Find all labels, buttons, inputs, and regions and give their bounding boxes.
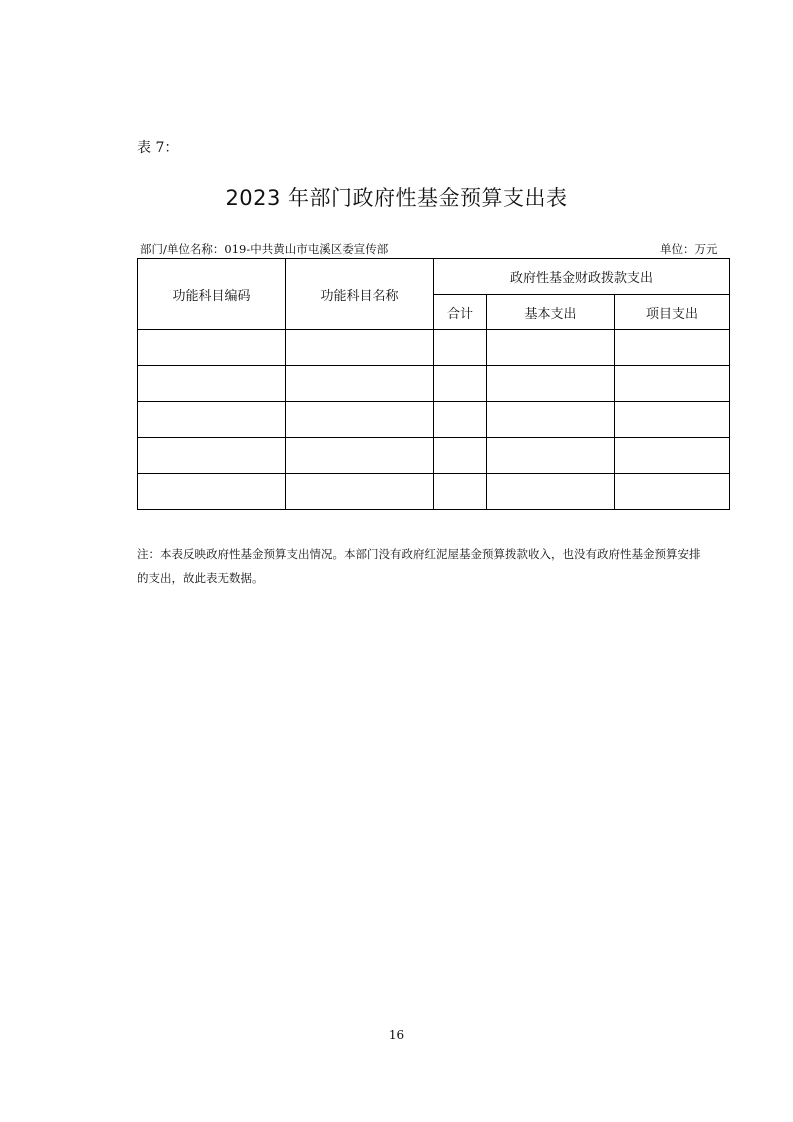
budget-table	[137, 258, 730, 510]
table-cell	[286, 366, 434, 402]
table-header-row	[138, 259, 730, 295]
header-function-code: 功能科目编码	[138, 259, 286, 330]
table-cell	[434, 366, 487, 402]
header-fund-expenditure: 政府性基金财政拨款支出	[434, 259, 730, 295]
table-row	[138, 330, 730, 366]
table-cell	[286, 330, 434, 366]
table-cell	[615, 438, 730, 474]
table-cell	[487, 330, 615, 366]
table-note: 注：本表反映政府性基金预算支出情况。本部门没有政府红泥屋基金预算拨款收入，也没有政府性基金预算安排的支出，故此表无数据。	[137, 547, 701, 585]
table-cell	[615, 474, 730, 510]
table-cell	[434, 402, 487, 438]
table-cell	[138, 330, 286, 366]
table-cell	[138, 366, 286, 402]
page-number: 16	[388, 1028, 405, 1042]
table-row	[138, 438, 730, 474]
header-total: 合计	[434, 295, 487, 330]
unit-label: 单位：万元	[660, 242, 718, 256]
table-cell	[615, 330, 730, 366]
table-cell	[434, 438, 487, 474]
table-cell	[487, 438, 615, 474]
table-cell	[286, 474, 434, 510]
table-number-label: 表 7：	[137, 140, 179, 156]
table-cell	[615, 402, 730, 438]
table-cell	[615, 366, 730, 402]
table-row	[138, 366, 730, 402]
table-row	[138, 474, 730, 510]
department-name: 部门/单位名称：019-中共黄山市屯溪区委宣传部	[140, 242, 389, 256]
table-cell	[138, 474, 286, 510]
table-row	[138, 402, 730, 438]
table-cell	[487, 402, 615, 438]
table-cell	[487, 366, 615, 402]
header-project-expenditure: 项目支出	[615, 295, 730, 330]
header-function-name: 功能科目名称	[286, 259, 434, 330]
table-cell	[434, 330, 487, 366]
table-cell	[286, 402, 434, 438]
page-title: 2023 年部门政府性基金预算支出表	[225, 186, 568, 210]
header-basic-expenditure: 基本支出	[487, 295, 615, 330]
table-cell	[487, 474, 615, 510]
table-cell	[138, 402, 286, 438]
table-cell	[434, 474, 487, 510]
table-cell	[286, 438, 434, 474]
table-cell	[138, 438, 286, 474]
